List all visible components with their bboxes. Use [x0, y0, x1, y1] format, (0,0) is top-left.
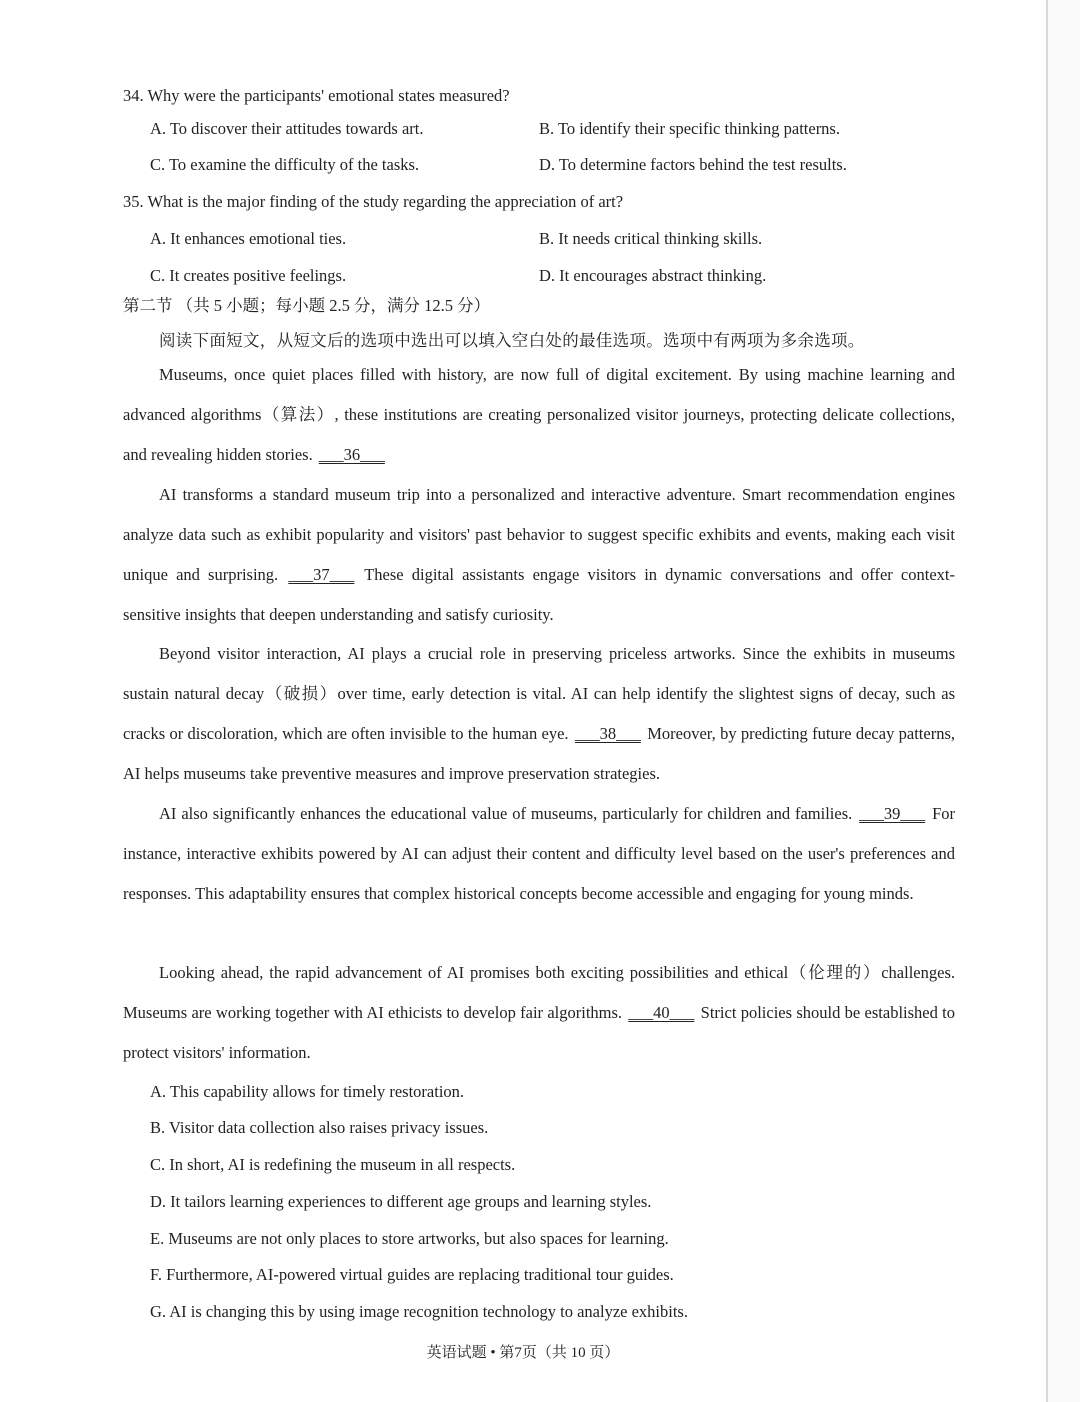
- passage-paragraph-1: [123, 355, 955, 475]
- paragraph-4-text-b: For instance, interactive exhibits powered by AI can adjust their content and difficulty level based on the user's preferences and responses. This adaptability ensures that complex historical concepts become accessible and engaging for young minds.: [123, 804, 955, 903]
- section-instruction: 阅读下面短文，从短文后的选项中选出可以填入空白处的最佳选项。选项中有两项为多余选项。: [159, 331, 865, 350]
- page-footer: 英语试题 • 第7页（共 10 页）: [426, 1345, 620, 1361]
- passage-paragraph-2: [123, 475, 955, 635]
- paragraph-1-text: Museums, once quiet places filled with history, are now full of digital excitement. By using machine learning and advanced algorithms（算法）, these institutions are creating personalized visitor journeys, protecting delicate collections, and revealing hidden stories.: [123, 365, 955, 464]
- passage-paragraph-5: [123, 953, 955, 1073]
- question-34-option-d: D. To determine factors behind the test results.: [539, 155, 847, 174]
- page-margin: [1048, 0, 1080, 1402]
- paragraph-3-text-b: Moreover, by predicting future decay patterns, AI helps museums take preventive measures and improve preservation strategies.: [123, 724, 955, 783]
- paragraph-4-text-a: AI also significantly enhances the educational value of museums, particularly for children and families.: [159, 804, 853, 823]
- paragraph-2-text-b: These digital assistants engage visitors in dynamic conversations and offer context-sensitive insights that deepen understanding and satisfy curiosity.: [123, 565, 955, 624]
- question-34-option-b: B. To identify their specific thinking patterns.: [539, 119, 840, 138]
- question-35-option-d: D. It encourages abstract thinking.: [539, 266, 767, 285]
- passage-paragraph-4: [123, 794, 955, 914]
- question-35-option-a: A. It enhances emotional ties.: [150, 229, 347, 248]
- blank-37: ___37___: [288, 565, 355, 584]
- blank-40: ___40___: [628, 1003, 695, 1022]
- blank-39: ___39___: [859, 804, 926, 823]
- choice-g: G. AI is changing this by using image recognition technology to analyze exhibits.: [150, 1302, 688, 1321]
- question-34-option-a: A. To discover their attitudes towards art.: [150, 119, 424, 138]
- passage-paragraph-3: [123, 634, 955, 794]
- blank-38: ___38___: [574, 724, 641, 743]
- choice-a: A. This capability allows for timely restoration.: [150, 1082, 465, 1101]
- blank-36: ___36___: [318, 445, 385, 464]
- paragraph-2-text-a: AI transforms a standard museum trip into a personalized and interactive adventure. Smart recommendation engines analyze data such as exhibit popularity and visitors' past behavior to suggest specific exhibits and events, making each visit unique and surprising.: [123, 485, 955, 584]
- question-35-option-c: C. It creates positive feelings.: [150, 266, 347, 285]
- choice-f: F. Furthermore, AI-powered virtual guides are replacing traditional tour guides.: [150, 1265, 674, 1284]
- question-35-stem: 35. What is the major finding of the study regarding the appreciation of art?: [123, 192, 624, 211]
- question-34-stem: 34. Why were the participants' emotional states measured?: [123, 86, 510, 105]
- section-title: 第二节 （共 5 小题；每小题 2.5 分，满分 12.5 分）: [123, 296, 491, 315]
- question-34-option-c: C. To examine the difficulty of the tasks.: [150, 155, 420, 174]
- choice-c: C. In short, AI is redefining the museum in all respects.: [150, 1155, 516, 1174]
- question-35-option-b: B. It needs critical thinking skills.: [539, 229, 763, 248]
- choice-e: E. Museums are not only places to store artworks, but also spaces for learning.: [150, 1229, 669, 1248]
- paragraph-5-text-b: Strict policies should be established to protect visitors' information.: [123, 1003, 955, 1062]
- choice-d: D. It tailors learning experiences to different age groups and learning styles.: [150, 1192, 652, 1211]
- choice-b: B. Visitor data collection also raises privacy issues.: [150, 1118, 489, 1137]
- paragraph-5-text-a: Looking ahead, the rapid advancement of AI promises both exciting possibilities and ethical（伦理的）challenges. Museums are working together with AI ethicists to develop fair algorithms.: [123, 963, 955, 1022]
- paragraph-3-text-a: Beyond visitor interaction, AI plays a crucial role in preserving priceless artworks. Since the exhibits in museums sustain natural decay（破损）over time, early detection is vital. AI can help identify the slightest signs of decay, such as cracks or discoloration, which are often invisible to the human eye.: [123, 644, 955, 743]
